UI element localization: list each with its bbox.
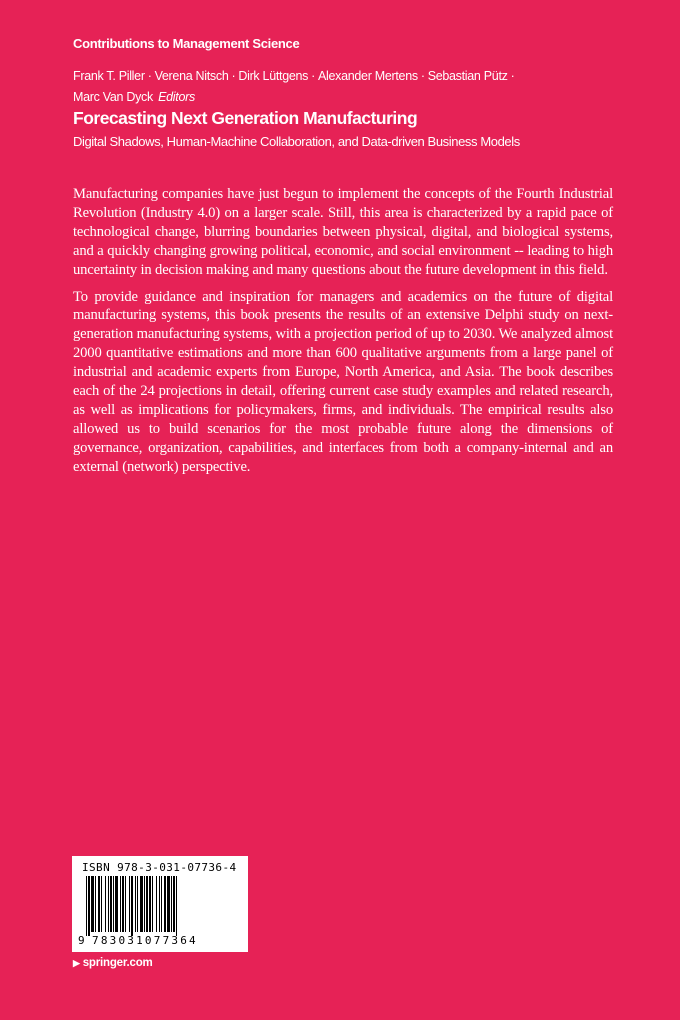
editor-name: Marc Van Dyck <box>73 90 153 104</box>
barcode-bar <box>159 876 160 932</box>
publisher-url: springer.com <box>82 957 153 969</box>
separator-dot: · <box>147 69 152 83</box>
editor-name: Dirk Lüttgens <box>238 69 309 83</box>
barcode-bar <box>101 876 102 932</box>
barcode-bar <box>122 876 124 932</box>
barcode-bar <box>167 876 170 932</box>
barcode-bar <box>137 876 138 932</box>
barcode-bar <box>164 876 166 932</box>
barcode-bar <box>86 876 87 936</box>
isbn-barcode-box <box>72 856 248 952</box>
separator-dot: · <box>420 69 425 83</box>
editor-name: Sebastian Pütz <box>427 69 508 83</box>
barcode-bar <box>125 876 126 932</box>
barcode-bar <box>129 876 130 932</box>
barcode-bar <box>120 876 121 932</box>
barcode-bar <box>135 876 136 932</box>
publisher-link[interactable] <box>73 957 153 969</box>
barcode-bar <box>176 876 177 936</box>
barcode-bar <box>146 876 148 932</box>
separator-dot: · <box>311 69 315 83</box>
back-cover-blurb <box>73 185 613 485</box>
book-title: Forecasting Next Generation Manufacturing <box>73 108 418 128</box>
barcode-bar <box>156 876 157 932</box>
series-title: Contributions to Management Science <box>73 36 300 51</box>
book-subtitle: Digital Shadows, Human-Machine Collaboration, and Data-driven Business Models <box>73 134 520 149</box>
barcode-bar <box>149 876 151 932</box>
separator-dot: · <box>510 69 515 83</box>
barcode-bar <box>115 876 118 932</box>
barcode-bar <box>108 876 109 932</box>
arrow-right-icon: ▶ <box>73 958 80 968</box>
barcode-bar <box>110 876 112 932</box>
editor-name: Alexander Mertens <box>317 69 418 83</box>
blurb-paragraph: Manufacturing companies have just begun to implement the concepts of the Fourth Industrial Revolution (Industry 4.0) on a larger scale. Still, this area is characterized by a rapid pace of technological change, blurring boundaries between physical, digital, and biological systems, and a quickly changing growing political, economic, and social environment -- leading to high uncertainty in decision making and many questions about the future development in this field. <box>73 186 613 278</box>
barcode-bar <box>173 876 175 932</box>
barcode-bar <box>161 876 162 932</box>
barcode-bar <box>98 876 100 932</box>
barcode-bar <box>95 876 96 932</box>
blurb-paragraph: To provide guidance and inspiration for managers and academics on the future of digital manufacturing systems, this book presents the results of an extensive Delphi study on next-generation manufacturing systems, with a projection period of up to 2030. We analyzed almost 2000 quantitative estimations and more than 600 qualitative arguments from a large panel of industrial and academic experts from Europe, North America, and Asia. The book describes each of the 24 projections in detail, offering current case study examples and related research, as well as implications for policymakers, firms, and individuals. The empirical results also allowed us to build scenarios for the most probable future along the dimensions of governance, organization, capabilities, and interfaces from both a company-internal and an external (network) perspective. <box>73 288 613 475</box>
isbn-label: ISBN 978-3-031-07736-4 <box>82 861 237 874</box>
editor-name: Verena Nitsch <box>154 69 229 83</box>
barcode-bar <box>91 876 94 932</box>
barcode-bar <box>113 876 114 932</box>
barcode-bar <box>171 876 172 932</box>
barcode-bar <box>140 876 143 932</box>
barcode-digits: 783031077364 <box>92 934 198 947</box>
barcode-bar <box>144 876 145 932</box>
barcode-bar <box>88 876 90 936</box>
editors-list <box>73 66 633 108</box>
separator-dot: · <box>231 69 236 83</box>
barcode-bar <box>105 876 106 932</box>
barcode-bar <box>152 876 153 932</box>
editors-role: Editors <box>158 90 195 104</box>
barcode-first-digit: 9 <box>78 934 85 947</box>
barcode-bar <box>131 876 133 936</box>
editor-name: Frank T. Piller <box>73 69 145 83</box>
